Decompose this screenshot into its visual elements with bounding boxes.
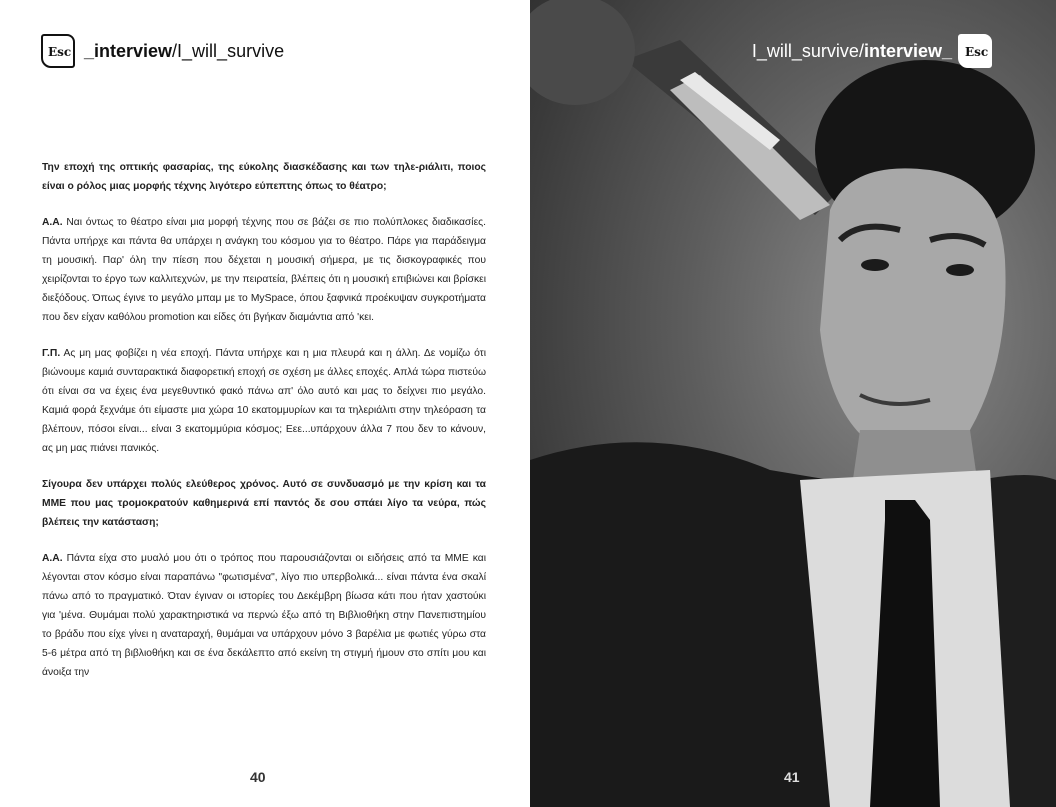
page-number-right: 41 (784, 769, 800, 785)
answer-paragraph (42, 213, 486, 327)
answer-text: Ας μη μας φοβίζει η νέα εποχή. Πάντα υπήρχε και η μια πλευρά και η άλλη. Δε νομίζω ότι βιώνουμε καμιά συνταρακτικά διαφορετική εποχή σε σχέση με άλλες εποχές. Απλά τώρα πιστεύω ότι είναι σα να έχεις ένα μεγεθυντικό φακό πάνω απ' όλο αυτό και μας το δείχνει πιο μεγάλο. Καμιά φορά ξεχνάμε ότι είμαστε μια χώρα 10 εκατομμυρίων και τα τηλεριάλιτι στην τηλεόραση τα βλέπουν, πόσοι είναι... είναι 3 εκατομμύρια κόσμος; Εεε...υπάρχουν άλλα 7 που δεν το κάνουν, ας μη μας πιάνει πανικός. (42, 348, 486, 454)
face (820, 168, 1006, 456)
answer-paragraph (42, 344, 486, 458)
pistol-barrel (670, 75, 830, 220)
answer-paragraph (42, 549, 486, 682)
header-rest: /I_will_survive (172, 41, 285, 61)
question-paragraph: Σίγουρα δεν υπάρχει πολύς ελεύθερος χρόνος. Αυτό σε συνδυασμό με την κρίση και τα ΜΜΕ που μας τρομοκρατούν καθημερινά επί παντός δε σου σπάει λίγο τα νεύρα, πώς βλέπεις την κατάσταση; (42, 479, 486, 528)
eye (946, 264, 974, 276)
esc-logo-left (41, 34, 75, 68)
esc-logo-right (958, 34, 992, 68)
speaker-initials: Α.Α. (42, 553, 63, 564)
article-body (42, 158, 486, 699)
page-number-left: 40 (250, 769, 266, 785)
right-page-photo (530, 0, 1056, 807)
portrait-photo (530, 0, 1056, 807)
question-paragraph: Την εποχή της οπτικής φασαρίας, της εύκολης διασκέδασης και των τηλε-ριάλιτι, ποιος είναι ο ρόλος μιας μορφής τέχνης λιγότερο εύπεπτης όπως το θέατρο; (42, 162, 486, 192)
header-bold: interview_ (863, 41, 952, 61)
header-bold: _interview (84, 41, 173, 61)
page-header-right (752, 41, 952, 62)
header-rest: I_will_survive/ (751, 41, 864, 61)
esc-logo-text: Esc (965, 45, 989, 59)
esc-logo-text: Esc (48, 45, 72, 59)
speaker-initials: Α.Α. (42, 217, 63, 228)
eye (861, 259, 889, 271)
answer-text: Πάντα είχα στο μυαλό μου ότι ο τρόπος που παρουσιάζονται οι ειδήσεις από τα ΜΜΕ και λέγονται στον κόσμο είναι παραπάνω "φωτισμένα", λίγο πιο υπερβολικά... είναι πάντα ένα σκαλί πάνω από το πραγματικό. Όταν έγιναν οι ιστορίες του Δεκέμβρη βίωσα κάτι που ήταν χαστούκι για 'μένα. Θυμάμαι πολύ χαρακτηριστικά να περνώ έξω από τη Βιβλιοθήκη στην Πανεπιστημίου το βράδυ που είχε γίνει η αναταραχή, θυμάμαι να υπάρχουν μόνο 3 βαρέλια με φωτιές γύρω στα 5-6 μέτρα από τη βιβλιοθήκη και σε ένα δεκάλεπτο από εκείνη τη στιγμή ήμουν στο σπίτι μου και άνοιξα την (42, 553, 486, 678)
speaker-initials: Γ.Π. (42, 348, 61, 359)
page-header-left (84, 41, 284, 62)
hand (530, 0, 635, 105)
answer-text: Ναι όντως το θέατρο είναι μια μορφή τέχνης που σε βάζει σε πιο πολύπλοκες διαδικασίες. Πάντα υπήρχε και πάντα θα υπάρχει η ανάγκη του κόσμου για το θέατρο. Πάρε για παράδειγμα τη μουσική. Παρ' όλη την πίεση που δέχεται η μουσική σήμερα, με τις δισκογραφικές που χειρίζονται το έργο των καλλιτεχνών, με την πειρατεία, βλέπεις ότι η μουσική επιβιώνει και βρίσκει διεξόδους. Όπως έγινε το μεγάλο μπαμ με το MySpace, όπου ξαφνικά προέκυψαν συγκροτήματα που δεν είχαν καθόλου promotion και είδες ότι βγήκαν διαμάντια από 'κει. (42, 217, 486, 323)
